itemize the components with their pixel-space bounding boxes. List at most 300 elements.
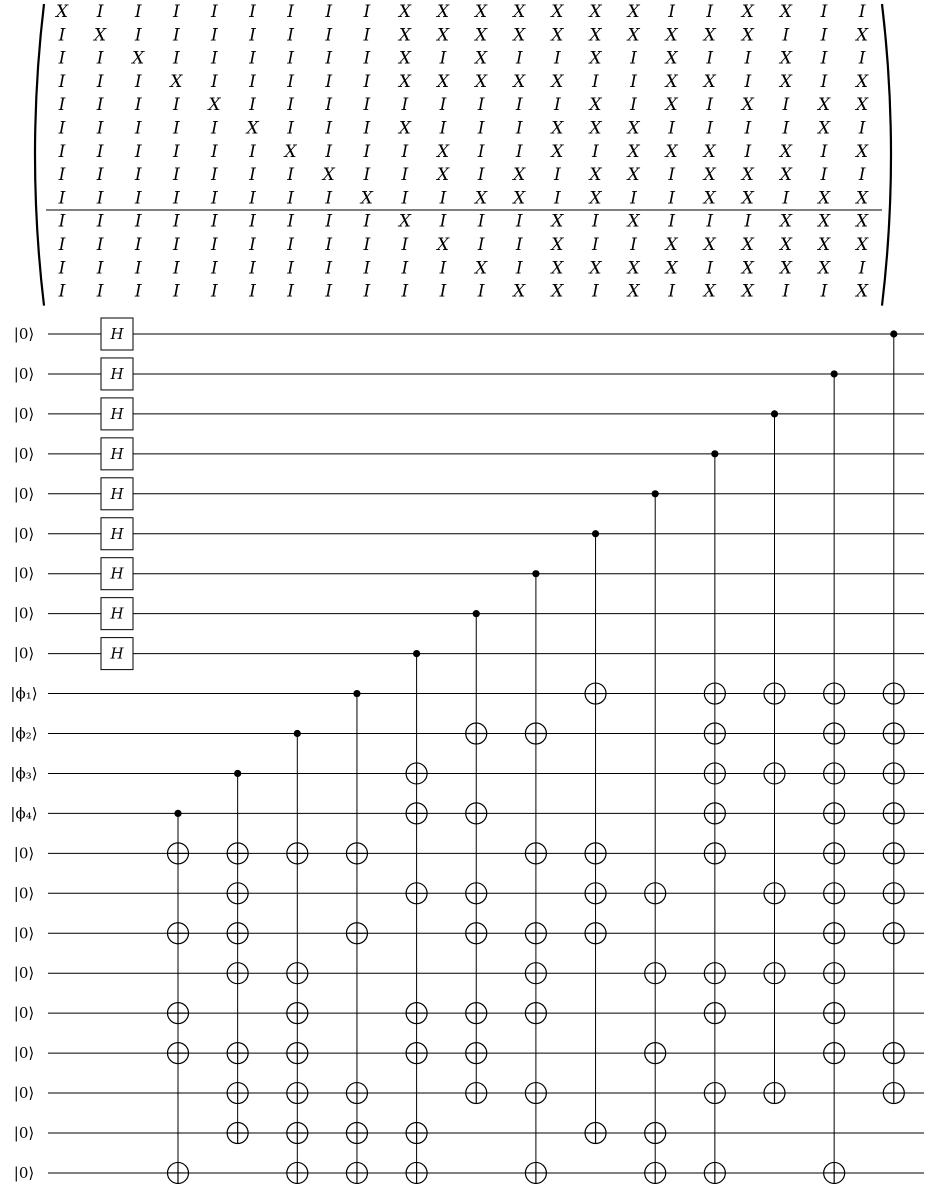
matrix-cell: I <box>858 48 866 69</box>
matrix-cell: I <box>172 118 180 139</box>
target-oplus <box>406 1123 427 1144</box>
matrix-cell: I <box>287 258 294 279</box>
target-oplus <box>585 843 606 864</box>
matrix-cell: I <box>592 235 599 255</box>
target-oplus <box>168 1003 189 1024</box>
matrix-cell: X <box>398 118 411 139</box>
matrix-cell: I <box>630 48 637 69</box>
matrix-cell: I <box>363 141 371 162</box>
qubit-label: |ϕ₁⟩ <box>10 684 38 703</box>
qubit-label: |0⟩ <box>13 964 35 983</box>
target-oplus <box>824 723 845 744</box>
matrix-cell: I <box>706 95 714 116</box>
target-oplus <box>585 883 606 904</box>
matrix-cell: I <box>706 48 714 69</box>
matrix-cell: X <box>665 95 678 116</box>
target-oplus <box>704 1003 725 1024</box>
matrix-cell: I <box>249 2 256 22</box>
matrix-cell: I <box>172 141 180 162</box>
qubit-label: |0⟩ <box>13 404 35 423</box>
matrix-cell: X <box>817 211 831 232</box>
matrix-cell: I <box>172 188 180 209</box>
matrix-cell: I <box>325 48 333 69</box>
matrix-cell: I <box>58 188 66 209</box>
target-oplus <box>704 1083 725 1104</box>
matrix-cell: X <box>513 71 526 92</box>
matrix-cell: I <box>211 258 218 279</box>
qubit-label: |0⟩ <box>13 604 35 623</box>
matrix-cell: X <box>856 95 869 116</box>
matrix-cell: I <box>477 281 485 302</box>
matrix-cell: X <box>551 118 564 139</box>
matrix-cell: I <box>172 211 180 232</box>
controlled-x-gate <box>466 610 487 1104</box>
target-oplus <box>287 843 308 864</box>
target-oplus <box>883 843 904 864</box>
matrix-cell: I <box>249 211 256 232</box>
target-oplus <box>466 923 487 944</box>
target-oplus <box>764 1083 785 1104</box>
matrix-cell: X <box>551 281 564 302</box>
matrix-cell: I <box>706 258 714 279</box>
matrix-cell: I <box>211 235 218 255</box>
target-oplus <box>466 1003 487 1024</box>
matrix-cell: I <box>96 71 104 92</box>
target-oplus <box>824 683 845 704</box>
target-oplus <box>406 1043 427 1064</box>
qubit-label: |ϕ₄⟩ <box>10 804 38 823</box>
target-oplus <box>346 1162 367 1183</box>
control-dot <box>532 570 539 577</box>
hadamard-gate <box>101 358 133 390</box>
matrix-cell: I <box>134 258 142 279</box>
matrix-cell: I <box>249 188 256 209</box>
target-oplus <box>764 883 785 904</box>
matrix-cell: I <box>249 235 256 255</box>
target-oplus <box>466 883 487 904</box>
qubit-label: |0⟩ <box>13 524 35 543</box>
matrix-cell: I <box>592 281 599 302</box>
matrix-cell: I <box>515 48 523 69</box>
matrix-cell: I <box>287 235 294 255</box>
matrix-cell: X <box>436 141 450 162</box>
matrix-cell: I <box>858 165 866 186</box>
qubit-label: |0⟩ <box>13 644 35 663</box>
matrix-cell: I <box>477 235 485 255</box>
matrix-cell: X <box>322 165 335 186</box>
target-oplus <box>466 803 487 824</box>
matrix-cell: X <box>398 211 411 232</box>
matrix-cell: I <box>706 2 714 22</box>
matrix-cell: X <box>665 25 678 46</box>
matrix-cell: X <box>475 188 488 209</box>
matrix-cell: I <box>439 118 447 139</box>
matrix-cell: X <box>703 25 716 46</box>
target-oplus <box>585 683 606 704</box>
matrix-cell: I <box>668 211 675 232</box>
matrix-cell: I <box>249 48 256 69</box>
matrix-cell: I <box>630 95 637 116</box>
target-oplus <box>824 803 845 824</box>
target-oplus <box>883 763 904 784</box>
matrix-cell: I <box>287 95 294 116</box>
matrix-cell: I <box>134 165 142 186</box>
matrix-cell: I <box>211 188 218 209</box>
target-oplus <box>704 803 725 824</box>
target-oplus <box>287 963 308 984</box>
target-oplus <box>525 843 546 864</box>
qubit-label: |0⟩ <box>13 1044 35 1063</box>
matrix-cell: X <box>779 235 792 255</box>
matrix-cell: I <box>325 141 333 162</box>
target-oplus <box>406 1003 427 1024</box>
matrix-cell: X <box>665 141 678 162</box>
controlled-x-gate <box>764 410 785 1103</box>
matrix-cell: I <box>211 71 218 92</box>
matrix-cell: I <box>363 25 371 46</box>
matrix-cell: I <box>211 281 218 302</box>
matrix-cell: I <box>325 2 333 22</box>
target-oplus <box>346 1123 367 1144</box>
matrix-cell: I <box>96 258 104 279</box>
matrix-cell: X <box>55 2 69 22</box>
matrix-cell: I <box>477 211 485 232</box>
matrix-cell: I <box>744 211 752 232</box>
matrix-cell: I <box>287 71 294 92</box>
target-oplus <box>227 1043 248 1064</box>
matrix-cell: I <box>134 235 142 255</box>
matrix-cell: X <box>627 118 640 139</box>
matrix-cell: I <box>439 258 447 279</box>
qubit-label: |0⟩ <box>13 325 35 343</box>
matrix-cell: X <box>475 71 488 92</box>
target-oplus <box>883 683 904 704</box>
matrix-cell: I <box>211 25 218 46</box>
matrix-cell: I <box>211 165 218 186</box>
matrix-cell: I <box>401 281 409 302</box>
matrix-cell: X <box>513 165 526 186</box>
controlled-x-gate <box>406 650 427 1183</box>
matrix-cell: X <box>665 48 678 69</box>
matrix-cell: I <box>287 281 294 302</box>
matrix-cell: X <box>513 281 526 302</box>
hadamard-label: H <box>110 644 124 663</box>
target-oplus <box>585 923 606 944</box>
matrix-cell: I <box>820 48 828 69</box>
matrix-cell: I <box>858 2 866 22</box>
left-parenthesis <box>35 4 44 306</box>
target-oplus <box>764 683 785 704</box>
target-oplus <box>346 923 367 944</box>
target-oplus <box>406 763 427 784</box>
matrix-cell: I <box>363 118 371 139</box>
target-oplus <box>287 1162 308 1183</box>
matrix-cell: I <box>249 165 256 186</box>
target-oplus <box>824 1162 845 1183</box>
matrix-cell: I <box>172 165 180 186</box>
matrix-cell: X <box>741 25 754 46</box>
control-dot <box>711 450 718 457</box>
matrix-cell: I <box>515 235 523 255</box>
matrix-cell: I <box>820 2 828 22</box>
target-oplus <box>704 723 725 744</box>
target-oplus <box>525 1003 546 1024</box>
matrix-cell: I <box>592 141 599 162</box>
matrix-cell: I <box>96 281 104 302</box>
matrix-cell: X <box>589 188 602 209</box>
matrix-cell: X <box>779 71 792 92</box>
matrix-cell: X <box>589 258 602 279</box>
target-oplus <box>824 883 845 904</box>
matrix-cell: I <box>744 71 752 92</box>
matrix-cell: I <box>58 165 66 186</box>
matrix-cell: I <box>58 48 66 69</box>
matrix-cell: X <box>741 188 754 209</box>
matrix-cell: I <box>325 235 333 255</box>
matrix-cell: I <box>325 118 333 139</box>
target-oplus <box>406 1162 427 1183</box>
matrix-cell: I <box>782 118 790 139</box>
matrix-cell: I <box>172 25 180 46</box>
matrix-cell: I <box>820 165 828 186</box>
target-oplus <box>525 923 546 944</box>
target-oplus <box>704 1162 725 1183</box>
matrix-cell: X <box>779 258 792 279</box>
matrix-cell: X <box>398 48 411 69</box>
qubit-label: |0⟩ <box>13 1163 35 1182</box>
matrix-cell: I <box>515 258 523 279</box>
matrix-cell: I <box>211 48 218 69</box>
matrix-cell: X <box>589 2 602 22</box>
matrix-cell: I <box>325 211 333 232</box>
matrix-cell: I <box>401 95 409 116</box>
target-oplus <box>406 883 427 904</box>
hadamard-label: H <box>110 325 124 343</box>
qubit-label: |0⟩ <box>13 444 35 463</box>
target-oplus <box>466 1043 487 1064</box>
controlled-x-gate <box>227 770 248 1144</box>
matrix-cell: I <box>363 95 371 116</box>
control-dot <box>652 490 659 497</box>
matrix-cell: I <box>744 48 752 69</box>
target-oplus <box>525 963 546 984</box>
target-oplus <box>346 1083 367 1104</box>
matrix-cell: I <box>172 2 180 22</box>
matrix-cell: X <box>856 281 869 302</box>
target-oplus <box>883 1083 904 1104</box>
matrix-cell: I <box>744 118 752 139</box>
matrix-cell: X <box>741 281 754 302</box>
matrix-cell: X <box>779 211 792 232</box>
matrix-cell: X <box>436 25 450 46</box>
target-oplus <box>287 1043 308 1064</box>
matrix-cell: X <box>398 71 411 92</box>
matrix-cell: X <box>589 165 602 186</box>
matrix-cell: I <box>630 71 637 92</box>
matrix-cell: I <box>363 48 371 69</box>
matrix-cell: X <box>398 2 411 22</box>
qubit-label: |0⟩ <box>13 1084 35 1103</box>
matrix-cell: I <box>134 95 142 116</box>
matrix-cell: I <box>706 211 714 232</box>
matrix-cell: I <box>287 2 294 22</box>
matrix-cell: I <box>58 258 66 279</box>
hadamard-gate <box>101 438 133 470</box>
target-oplus <box>168 1043 189 1064</box>
hadamard-gate <box>101 398 133 430</box>
target-oplus <box>704 963 725 984</box>
matrix-cell: I <box>592 211 599 232</box>
matrix-cell: I <box>134 281 142 302</box>
controlled-x-gate <box>525 570 546 1183</box>
matrix-cell: I <box>553 48 561 69</box>
matrix-cell: I <box>287 165 294 186</box>
matrix-cell: I <box>363 258 371 279</box>
target-oplus <box>824 1003 845 1024</box>
matrix-cell: X <box>551 211 564 232</box>
matrix-cell: I <box>134 211 142 232</box>
matrix-cell: I <box>630 188 637 209</box>
matrix-cell: X <box>246 118 259 139</box>
matrix-cell: I <box>363 211 371 232</box>
target-oplus <box>883 803 904 824</box>
matrix-cell: I <box>592 71 599 92</box>
matrix-cell: X <box>741 95 754 116</box>
controlled-x-gate <box>168 810 189 1184</box>
matrix-cell: I <box>515 141 523 162</box>
matrix-cell: I <box>211 2 218 22</box>
target-oplus <box>227 1083 248 1104</box>
matrix-cell: I <box>96 235 104 255</box>
matrix-cell: X <box>665 258 678 279</box>
matrix-cell: X <box>208 95 221 116</box>
target-oplus <box>227 1123 248 1144</box>
matrix-cell: X <box>779 165 792 186</box>
matrix-cell: I <box>782 95 790 116</box>
control-dot <box>592 530 599 537</box>
target-oplus <box>824 763 845 784</box>
matrix-cell: X <box>627 211 640 232</box>
matrix-cell: X <box>513 25 526 46</box>
matrix-cell: I <box>287 211 294 232</box>
matrix-cell: I <box>172 95 180 116</box>
matrix-cell: I <box>668 188 675 209</box>
matrix-cell: I <box>96 141 104 162</box>
matrix-cell: X <box>856 188 869 209</box>
matrix-cell: I <box>325 71 333 92</box>
matrix-cell: I <box>477 95 485 116</box>
target-oplus <box>227 883 248 904</box>
matrix-cell: I <box>401 188 409 209</box>
target-oplus <box>168 1162 189 1183</box>
matrix-cell: X <box>665 71 678 92</box>
target-oplus <box>287 1123 308 1144</box>
qubit-label: |0⟩ <box>13 844 35 863</box>
target-oplus <box>824 843 845 864</box>
controlled-x-gate <box>346 690 367 1183</box>
target-oplus <box>168 843 189 864</box>
qubit-label: |0⟩ <box>13 364 35 383</box>
matrix-cell: X <box>589 25 602 46</box>
matrix-cell: I <box>96 211 104 232</box>
hadamard-label: H <box>110 364 124 383</box>
matrix-cell: I <box>134 25 142 46</box>
matrix-cell: X <box>551 25 564 46</box>
matrix-cell: X <box>132 48 145 69</box>
matrix-cell: X <box>627 25 640 46</box>
matrix-cell: X <box>703 281 716 302</box>
matrix-cell: I <box>363 235 371 255</box>
target-oplus <box>645 1162 666 1183</box>
matrix-cell: I <box>553 95 561 116</box>
hadamard-gate <box>101 638 133 670</box>
matrix-cell: X <box>436 165 450 186</box>
matrix-cell: I <box>287 25 294 46</box>
target-oplus <box>883 883 904 904</box>
stabilizer-matrix <box>35 2 891 306</box>
target-oplus <box>346 843 367 864</box>
right-parenthesis <box>882 4 891 306</box>
matrix-cell: I <box>439 211 447 232</box>
matrix-cell: X <box>513 188 526 209</box>
matrix-cell: I <box>363 165 371 186</box>
matrix-cell: X <box>513 2 526 22</box>
qubit-label: |0⟩ <box>13 1124 35 1142</box>
target-oplus <box>704 763 725 784</box>
matrix-cell: I <box>363 71 371 92</box>
matrix-cell: X <box>475 25 488 46</box>
matrix-cell: I <box>287 48 294 69</box>
control-dot <box>413 650 420 657</box>
matrix-cell: I <box>630 235 637 255</box>
target-oplus <box>645 963 666 984</box>
matrix-cell: X <box>589 118 602 139</box>
matrix-cell: X <box>170 71 183 92</box>
target-oplus <box>883 1043 904 1064</box>
matrix-cell: X <box>360 188 373 209</box>
controlled-x-gate <box>883 330 904 1103</box>
matrix-cell: I <box>363 2 371 22</box>
target-oplus <box>824 923 845 944</box>
matrix-cell: X <box>817 118 831 139</box>
hadamard-label: H <box>110 564 124 583</box>
matrix-cell: I <box>401 165 409 186</box>
target-oplus <box>645 883 666 904</box>
matrix-cell: X <box>856 211 869 232</box>
matrix-cell: I <box>439 95 447 116</box>
matrix-cell: I <box>211 211 218 232</box>
matrix-cell: I <box>439 188 447 209</box>
matrix-cell: X <box>436 2 450 22</box>
matrix-cell: X <box>817 258 831 279</box>
matrix-cell: X <box>703 71 716 92</box>
target-oplus <box>585 1123 606 1144</box>
matrix-cell: X <box>551 141 564 162</box>
matrix-cell: I <box>211 141 218 162</box>
matrix-cell: I <box>172 258 180 279</box>
target-oplus <box>883 723 904 744</box>
matrix-cell: X <box>779 48 792 69</box>
matrix-cell: X <box>551 235 564 255</box>
matrix-cell: I <box>439 281 447 302</box>
matrix-cell: X <box>779 141 792 162</box>
matrix-cell: I <box>515 95 523 116</box>
matrix-cell: I <box>58 235 66 255</box>
matrix-cell: X <box>551 71 564 92</box>
matrix-cell: X <box>817 235 831 255</box>
matrix-cell: X <box>627 141 640 162</box>
matrix-cell: I <box>553 188 561 209</box>
